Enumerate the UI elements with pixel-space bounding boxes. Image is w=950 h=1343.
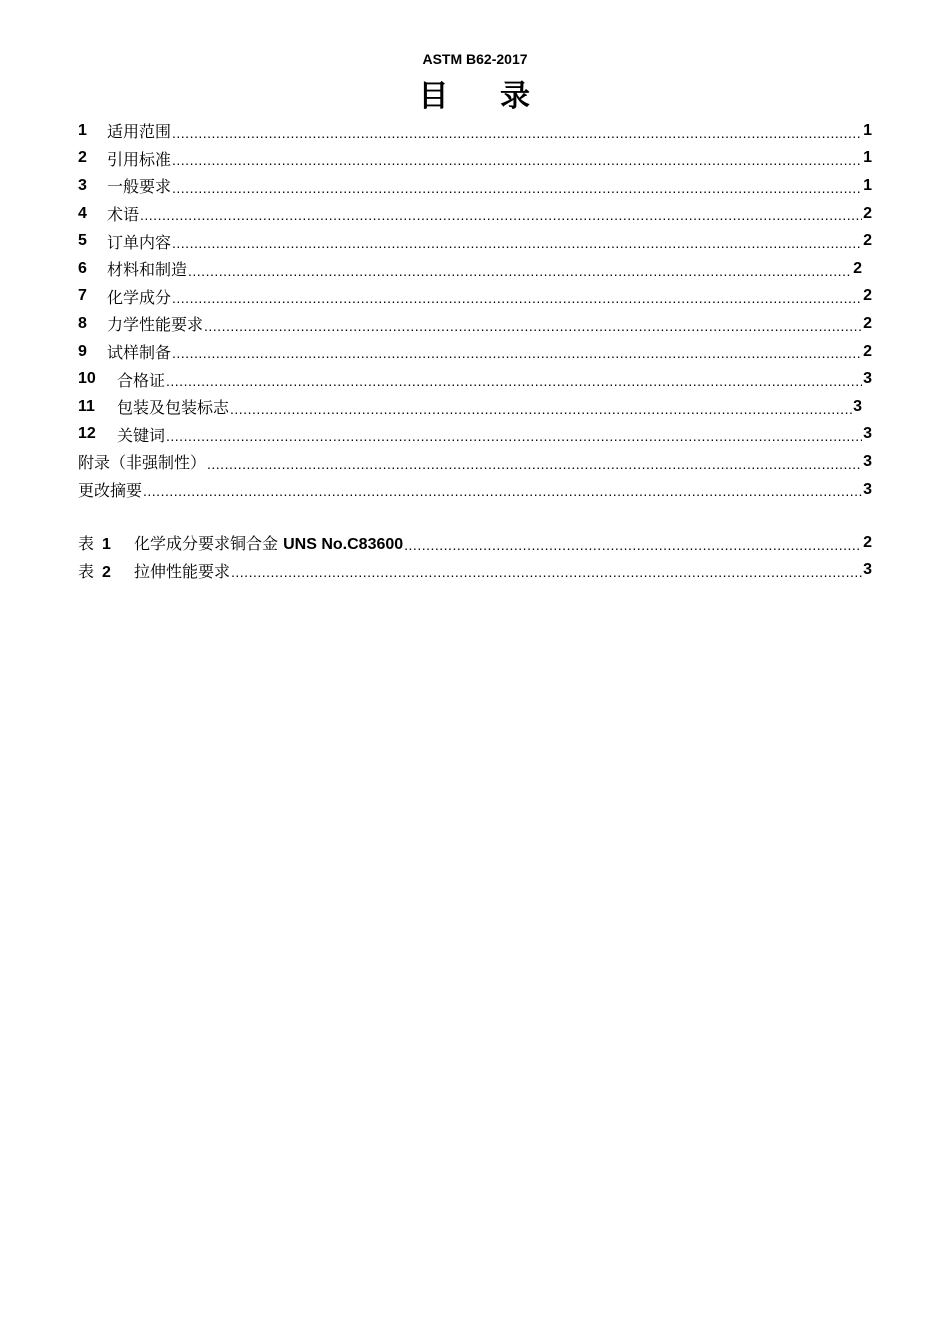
dot-leader xyxy=(172,153,862,172)
toc-entry-label: 材料和制造 xyxy=(107,260,188,280)
toc-entry-label: 一般要求 xyxy=(107,177,172,197)
toc-entry-page: 2 xyxy=(863,314,872,332)
toc-entry[interactable] xyxy=(78,227,872,255)
dot-leader xyxy=(172,346,862,365)
table-label-latin: UNS No.C83600 xyxy=(283,536,404,554)
toc-entry-page: 2 xyxy=(863,342,872,360)
toc-entry-change-summary[interactable] xyxy=(78,476,872,504)
toc-entry-label: 更改摘要 xyxy=(78,481,143,501)
toc-entry-label: 关键词 xyxy=(117,425,166,445)
dot-leader xyxy=(188,264,852,283)
toc-entry[interactable] xyxy=(78,365,872,393)
toc-entry[interactable] xyxy=(78,421,872,449)
dot-leader xyxy=(172,126,862,145)
toc-entry-page: 2 xyxy=(863,232,872,250)
dot-leader xyxy=(207,457,862,476)
toc-entry-label: 适用范围 xyxy=(107,122,172,142)
dot-leader xyxy=(172,181,862,200)
toc-entry-page: 2 xyxy=(853,259,862,277)
toc-entry-page: 3 xyxy=(863,452,872,470)
title-char-left: 目 xyxy=(418,79,450,114)
document-id: ASTM B62-2017 xyxy=(422,51,528,67)
toc-table-label xyxy=(134,559,230,582)
toc-entry[interactable] xyxy=(78,283,872,311)
table-label-cn: 拉伸性能要求 xyxy=(134,561,231,581)
dot-leader xyxy=(404,538,862,557)
toc-entry[interactable] xyxy=(78,117,872,145)
toc-entry-label: 包装及包装标志 xyxy=(117,398,230,418)
toc-table-label xyxy=(134,531,403,554)
toc-entry-label: 试样制备 xyxy=(107,343,172,363)
toc-entry-page: 2 xyxy=(863,533,872,551)
toc-entry[interactable] xyxy=(78,393,872,421)
toc-entry[interactable] xyxy=(78,255,872,283)
toc-entry-label: 力学性能要求 xyxy=(107,315,204,335)
title-char-right: 录 xyxy=(500,79,532,114)
toc-entry-label: 合格证 xyxy=(117,370,166,390)
toc-entry[interactable] xyxy=(78,310,872,338)
dot-leader xyxy=(230,402,852,421)
toc-entry-label: 术语 xyxy=(107,205,140,225)
table-number: 1 xyxy=(102,536,111,554)
toc-entry-number: 11 xyxy=(78,397,95,415)
toc-table-entry[interactable] xyxy=(78,557,872,585)
dot-leader xyxy=(166,429,862,448)
toc-entry[interactable] xyxy=(78,172,872,200)
page-title xyxy=(0,78,950,116)
dot-leader xyxy=(231,565,862,584)
toc-table-list xyxy=(78,529,872,584)
toc-entry[interactable] xyxy=(78,145,872,173)
toc-entry-page: 3 xyxy=(863,480,872,498)
toc-entry-label: 引用标准 xyxy=(107,149,172,169)
toc-entry-label: 订单内容 xyxy=(107,232,172,252)
toc-entry[interactable] xyxy=(78,200,872,228)
toc-entry-label: 化学成分 xyxy=(107,287,172,307)
toc-entry-number: 12 xyxy=(78,425,96,443)
toc-entry-page: 3 xyxy=(863,370,872,388)
toc-entry-number: 2 xyxy=(78,149,87,167)
dot-leader xyxy=(166,374,862,393)
toc-entry-number: 9 xyxy=(78,342,87,360)
toc-entry-number: 7 xyxy=(78,287,87,305)
toc-entry-number: 5 xyxy=(78,232,87,250)
toc-entry-number: 10 xyxy=(78,370,96,388)
table-prefix xyxy=(78,559,134,582)
toc-entry-page: 2 xyxy=(863,287,872,305)
toc-entry-page: 3 xyxy=(853,397,862,415)
table-prefix-char: 表 xyxy=(78,534,95,554)
toc-entry-page: 2 xyxy=(863,204,872,222)
dot-leader xyxy=(204,319,862,338)
table-prefix xyxy=(78,531,134,554)
toc-section-list xyxy=(78,117,872,503)
toc-entry-label: 附录（非强制性） xyxy=(78,453,207,473)
toc-entry[interactable] xyxy=(78,338,872,366)
toc-entry-page: 1 xyxy=(863,176,872,194)
table-number: 2 xyxy=(102,563,111,581)
dot-leader xyxy=(172,291,862,310)
dot-leader xyxy=(172,236,862,255)
toc-entry-page: 3 xyxy=(863,425,872,443)
toc-entry-page: 3 xyxy=(863,561,872,579)
dot-leader xyxy=(140,208,862,227)
toc-entry-number: 6 xyxy=(78,259,87,277)
toc-table-entry[interactable] xyxy=(78,529,872,557)
toc-entry-number: 8 xyxy=(78,314,87,332)
table-label-cn: 化学成分要求铜合金 xyxy=(134,534,279,554)
toc-entry-page: 1 xyxy=(863,121,872,139)
toc-entry-number: 1 xyxy=(78,121,87,139)
toc-entry-page: 1 xyxy=(863,149,872,167)
table-prefix-char: 表 xyxy=(78,561,95,581)
toc-entry-number: 4 xyxy=(78,204,87,222)
dot-leader xyxy=(143,484,862,503)
toc-entry-number: 3 xyxy=(78,176,87,194)
toc-entry-appendix[interactable] xyxy=(78,448,872,476)
